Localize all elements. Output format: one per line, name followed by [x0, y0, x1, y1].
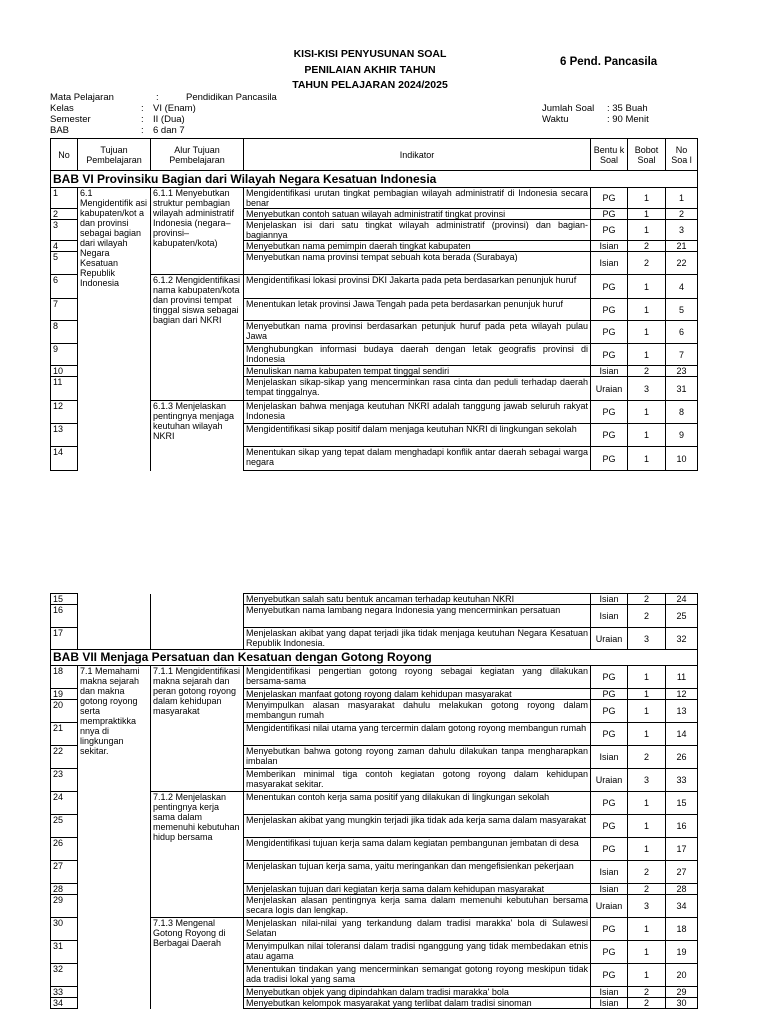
table-header-row — [51, 139, 698, 171]
row-nomor-soal: 33 — [666, 769, 698, 792]
bab-heading-row — [51, 171, 698, 188]
subject-tag: 6 Pend. Pancasila — [560, 56, 658, 68]
row-bentuk-soal: Isian — [591, 594, 628, 605]
kisi-kisi-table-part-1 — [50, 138, 698, 471]
meta-mapel-value: Pendidikan Pancasila — [186, 92, 277, 103]
row-nomor-soal: 12 — [666, 689, 698, 700]
row-bobot-soal: 2 — [628, 605, 666, 628]
meta-bab-sep: : — [141, 125, 144, 136]
row-bentuk-soal: Isian — [591, 252, 628, 275]
row-nomor-soal: 34 — [666, 895, 698, 918]
meta-waktu-label: Waktu — [542, 114, 569, 125]
row-bobot-soal: 1 — [628, 838, 666, 861]
row-number: 29 — [51, 895, 78, 918]
alur-tujuan-6-1-3: 6.1.3 Menjelaskan pentingnya menjaga keutuhan wilayah NKRI — [151, 401, 244, 471]
row-bentuk-soal: Isian — [591, 998, 628, 1009]
row-bobot-soal: 1 — [628, 188, 666, 209]
row-number: 33 — [51, 987, 78, 998]
meta-mapel-label: Mata Pelajaran — [50, 92, 114, 103]
row-bobot-soal: 3 — [628, 628, 666, 650]
meta-semester-value: II (Dua) — [153, 114, 185, 125]
row-indikator: Menghubungkan informasi budaya daerah dengan letak geografis provinsi di Indonesia — [244, 344, 591, 366]
col-header-nosoal: No Soa l — [666, 139, 698, 171]
row-bobot-soal: 1 — [628, 321, 666, 344]
row-indikator: Menjelaskan tujuan dari kegiatan kerja sama dalam kehidupan masyarakat — [244, 884, 591, 895]
row-nomor-soal: 13 — [666, 700, 698, 723]
row-bentuk-soal: PG — [591, 838, 628, 861]
row-nomor-soal: 14 — [666, 723, 698, 746]
row-bobot-soal: 1 — [628, 689, 666, 700]
row-bentuk-soal: Isian — [591, 987, 628, 998]
row-bobot-soal: 1 — [628, 401, 666, 424]
row-bentuk-soal: Uraian — [591, 769, 628, 792]
row-bentuk-soal: Isian — [591, 366, 628, 377]
row-bentuk-soal: Uraian — [591, 377, 628, 401]
row-bentuk-soal: PG — [591, 321, 628, 344]
row-number: 24 — [51, 792, 78, 815]
row-number: 11 — [51, 377, 78, 401]
row-bobot-soal: 1 — [628, 299, 666, 321]
row-indikator: Menyebutkan bahwa gotong royong zaman dahulu dilakukan tanpa mengharapkan imbalan — [244, 746, 591, 769]
row-nomor-soal: 21 — [666, 241, 698, 252]
row-indikator: Mengidentifikasi urutan tingkat pembagian wilayah administratif di Indonesia secara benar — [244, 188, 591, 209]
row-indikator: Mengidentifikasi lokasi provinsi DKI Jakarta pada peta berdasarkan penunjuk huruf — [244, 275, 591, 299]
row-bobot-soal: 1 — [628, 700, 666, 723]
row-indikator: Menyimpulkan nilai toleransi dalam tradisi nganggung yang tidak membedakan etnis atau agama — [244, 941, 591, 964]
table-row — [51, 666, 698, 689]
row-bentuk-soal: Isian — [591, 241, 628, 252]
meta-jumlah-label: Jumlah Soal — [542, 103, 595, 114]
row-bobot-soal: 2 — [628, 366, 666, 377]
row-bobot-soal: 1 — [628, 275, 666, 299]
bab-6-title: BAB VI Provinsiku Bagian dari Wilayah Negara Kesatuan Indonesia — [51, 171, 698, 188]
row-number: 27 — [51, 861, 78, 884]
row-number: 15 — [51, 594, 78, 605]
row-indikator: Menentukan letak provinsi Jawa Tengah pada peta berdasarkan penunjuk huruf — [244, 299, 591, 321]
alur-tujuan-7-1-3: 7.1.3 Mengenal Gotong Royong di Berbagai Daerah — [151, 918, 244, 1009]
row-nomor-soal: 27 — [666, 861, 698, 884]
bab-7-title: BAB VII Menjaga Persatuan dan Kesatuan dengan Gotong Royong — [51, 650, 698, 666]
row-bentuk-soal: PG — [591, 666, 628, 689]
row-bentuk-soal: PG — [591, 275, 628, 299]
row-bobot-soal: 1 — [628, 941, 666, 964]
row-indikator: Menyebutkan salah satu bentuk ancaman terhadap keutuhan NKRI — [244, 594, 591, 605]
row-bentuk-soal: Uraian — [591, 628, 628, 650]
row-nomor-soal: 15 — [666, 792, 698, 815]
table-row — [51, 594, 698, 605]
row-bobot-soal: 2 — [628, 746, 666, 769]
row-bobot-soal: 2 — [628, 252, 666, 275]
row-bentuk-soal: PG — [591, 188, 628, 209]
meta-bab-label: BAB — [50, 125, 70, 136]
row-indikator: Mengidentifikasi sikap positif dalam menjaga keutuhan NKRI di lingkungan sekolah — [244, 424, 591, 447]
row-number: 21 — [51, 723, 78, 746]
row-indikator: Mengidentifikasi nilai utama yang tercermin dalam gotong royong membangun rumah — [244, 723, 591, 746]
row-number: 30 — [51, 918, 78, 941]
row-bentuk-soal: PG — [591, 689, 628, 700]
row-indikator: Menyebutkan objek yang dipindahkan dalam tradisi marakka' bola — [244, 987, 591, 998]
row-number: 20 — [51, 700, 78, 723]
col-header-tujuan: Tujuan Pembelajaran — [78, 139, 151, 171]
row-nomor-soal: 30 — [666, 998, 698, 1009]
row-nomor-soal: 18 — [666, 918, 698, 941]
row-number: 26 — [51, 838, 78, 861]
row-number: 4 — [51, 241, 78, 252]
row-bobot-soal: 2 — [628, 884, 666, 895]
row-number: 2 — [51, 209, 78, 220]
row-nomor-soal: 28 — [666, 884, 698, 895]
row-indikator: Menjelaskan isi dari satu tingkat wilayah administratif (provinsi) dan bagian-bagiannya — [244, 220, 591, 241]
row-number: 13 — [51, 424, 78, 447]
row-number: 23 — [51, 769, 78, 792]
row-bobot-soal: 1 — [628, 723, 666, 746]
row-bobot-soal: 2 — [628, 594, 666, 605]
row-indikator: Menyebutkan nama lambang negara Indonesia yang mencerminkan persatuan — [244, 605, 591, 628]
meta-waktu-value: : 90 Menit — [607, 114, 649, 125]
row-number: 16 — [51, 605, 78, 628]
meta-kelas-label: Kelas — [50, 103, 74, 114]
row-nomor-soal: 4 — [666, 275, 698, 299]
row-indikator: Memberikan minimal tiga contoh kegiatan gotong royong dalam kehidupan masyarakat sekitar. — [244, 769, 591, 792]
row-number: 12 — [51, 401, 78, 424]
col-header-no: No — [51, 139, 78, 171]
title-line-2: PENILAIAN AKHIR TAHUN — [304, 64, 436, 76]
row-indikator: Menjelaskan alasan pentingnya kerja sama dalam memenuhi kebutuhan bersama secara logis dan lengkap. — [244, 895, 591, 918]
row-nomor-soal: 26 — [666, 746, 698, 769]
row-bobot-soal: 2 — [628, 987, 666, 998]
col-header-bobot: Bobot Soal — [628, 139, 666, 171]
row-bobot-soal: 1 — [628, 447, 666, 471]
title-line-1: KISI-KISI PENYUSUNAN SOAL — [293, 48, 447, 60]
row-number: 9 — [51, 344, 78, 366]
alur-tujuan-6-1-1: 6.1.1 Menyebutkan struktur pembagian wilayah administratif Indonesia (negara–provinsi–kabupaten/kota) — [151, 188, 244, 275]
row-bentuk-soal: PG — [591, 401, 628, 424]
row-indikator: Menentukan tindakan yang mencerminkan semangat gotong royong meskipun tidak ada tradisi lokal yang sama — [244, 964, 591, 987]
col-header-alur: Alur Tujuan Pembelajaran — [151, 139, 244, 171]
row-indikator: Menyimpulkan alasan masyarakat dahulu melakukan gotong royong dalam membangun rumah — [244, 700, 591, 723]
row-bentuk-soal: PG — [591, 723, 628, 746]
row-bentuk-soal: PG — [591, 299, 628, 321]
row-bentuk-soal: PG — [591, 964, 628, 987]
row-nomor-soal: 17 — [666, 838, 698, 861]
row-bobot-soal: 3 — [628, 769, 666, 792]
meta-semester-sep: : — [141, 114, 144, 125]
row-bobot-soal: 1 — [628, 815, 666, 838]
row-bobot-soal: 3 — [628, 377, 666, 401]
row-number: 18 — [51, 666, 78, 689]
table-row — [51, 188, 698, 209]
row-nomor-soal: 9 — [666, 424, 698, 447]
row-indikator: Menjelaskan bahwa menjaga keutuhan NKRI adalah tanggung jawab seluruh rakyat Indonesia — [244, 401, 591, 424]
row-bentuk-soal: Isian — [591, 884, 628, 895]
row-bentuk-soal: Uraian — [591, 895, 628, 918]
row-nomor-soal: 7 — [666, 344, 698, 366]
row-nomor-soal: 29 — [666, 987, 698, 998]
row-indikator: Menentukan sikap yang tepat dalam menghadapi konflik antar daerah sebagai warga negara — [244, 447, 591, 471]
row-bobot-soal: 2 — [628, 998, 666, 1009]
row-nomor-soal: 31 — [666, 377, 698, 401]
row-number: 22 — [51, 746, 78, 769]
col-header-bentuk: Bentu k Soal — [591, 139, 628, 171]
meta-kelas-value: VI (Enam) — [153, 103, 196, 114]
row-bobot-soal: 2 — [628, 241, 666, 252]
row-nomor-soal: 16 — [666, 815, 698, 838]
meta-mapel-sep: : — [156, 92, 159, 103]
row-nomor-soal: 5 — [666, 299, 698, 321]
row-nomor-soal: 23 — [666, 366, 698, 377]
row-nomor-soal: 1 — [666, 188, 698, 209]
row-bentuk-soal: Isian — [591, 861, 628, 884]
row-indikator: Menjelaskan akibat yang mungkin terjadi jika tidak ada kerja sama dalam masyarakat — [244, 815, 591, 838]
row-bobot-soal: 1 — [628, 964, 666, 987]
row-indikator: Menyebutkan nama pemimpin daerah tingkat kabupaten — [244, 241, 591, 252]
alur-tujuan-6-1-3-cont — [151, 594, 244, 650]
row-bentuk-soal: PG — [591, 918, 628, 941]
row-bobot-soal: 1 — [628, 792, 666, 815]
tujuan-pembelajaran-6-1-cont — [78, 594, 151, 650]
row-number: 7 — [51, 299, 78, 321]
meta-jumlah-value: : 35 Buah — [607, 103, 648, 114]
row-bentuk-soal: Isian — [591, 605, 628, 628]
row-nomor-soal: 3 — [666, 220, 698, 241]
row-number: 28 — [51, 884, 78, 895]
tujuan-pembelajaran-7-1: 7.1 Memahami makna sejarah dan makna gotong royong serta mempraktikka nnya di lingkungan sekitar. — [78, 666, 151, 1009]
row-bentuk-soal: PG — [591, 447, 628, 471]
row-indikator: Menjelaskan sikap-sikap yang mencerminkan rasa cinta dan peduli terhadap daerah tempat tinggalnya. — [244, 377, 591, 401]
row-number: 31 — [51, 941, 78, 964]
row-bobot-soal: 1 — [628, 666, 666, 689]
row-number: 32 — [51, 964, 78, 987]
row-number: 17 — [51, 628, 78, 650]
row-indikator: Menentukan contoh kerja sama positif yang dilakukan di lingkungan sekolah — [244, 792, 591, 815]
row-bentuk-soal: PG — [591, 220, 628, 241]
row-bentuk-soal: Isian — [591, 746, 628, 769]
row-nomor-soal: 6 — [666, 321, 698, 344]
row-indikator: Menyebutkan kelompok masyarakat yang terlibat dalam tradisi sinoman — [244, 998, 591, 1009]
row-bentuk-soal: PG — [591, 815, 628, 838]
row-indikator: Menjelaskan nilai-nilai yang terkandung dalam tradisi marakka' bola di Sulawesi Selatan — [244, 918, 591, 941]
title-line-3: TAHUN PELAJARAN 2024/2025 — [292, 79, 448, 91]
row-bobot-soal: 1 — [628, 209, 666, 220]
row-bentuk-soal: PG — [591, 209, 628, 220]
row-nomor-soal: 8 — [666, 401, 698, 424]
kisi-kisi-table-part-2 — [50, 593, 698, 1009]
row-indikator: Menuliskan nama kabupaten tempat tinggal sendiri — [244, 366, 591, 377]
row-number: 8 — [51, 321, 78, 344]
row-indikator: Menyebutkan contoh satuan wilayah administratif tingkat provinsi — [244, 209, 591, 220]
row-nomor-soal: 20 — [666, 964, 698, 987]
row-nomor-soal: 32 — [666, 628, 698, 650]
row-bobot-soal: 1 — [628, 220, 666, 241]
alur-tujuan-6-1-2: 6.1.2 Mengidentifikasi nama kabupaten/kota dan provinsi tempat tinggal siswa sebagai bagian dari NKRI — [151, 275, 244, 401]
row-bentuk-soal: PG — [591, 344, 628, 366]
row-number: 34 — [51, 998, 78, 1009]
row-number: 10 — [51, 366, 78, 377]
row-bobot-soal: 1 — [628, 344, 666, 366]
alur-tujuan-7-1-1: 7.1.1 Mengidentifikasi makna sejarah dan peran gotong royong dalam kehidupan masyarakat — [151, 666, 244, 792]
row-nomor-soal: 25 — [666, 605, 698, 628]
row-bentuk-soal: PG — [591, 792, 628, 815]
row-indikator: Mengidentifikasi pengertian gotong royong sebagai kegiatan yang dilakukan bersama-sama — [244, 666, 591, 689]
row-number: 5 — [51, 252, 78, 275]
row-bentuk-soal: PG — [591, 424, 628, 447]
row-indikator: Mengidentifikasi tujuan kerja sama dalam kegiatan pembangunan jembatan di desa — [244, 838, 591, 861]
meta-kelas-sep: : — [141, 103, 144, 114]
row-nomor-soal: 19 — [666, 941, 698, 964]
row-number: 3 — [51, 220, 78, 241]
row-number: 1 — [51, 188, 78, 209]
col-header-indikator: Indikator — [244, 139, 591, 171]
row-nomor-soal: 22 — [666, 252, 698, 275]
tujuan-pembelajaran-6-1: 6.1 Mengidentifik asi kabupaten/kot a dan provinsi sebagai bagian dari wilayah Negara Kesatuan Republik Indonesia — [78, 188, 151, 471]
row-number: 14 — [51, 447, 78, 471]
row-nomor-soal: 24 — [666, 594, 698, 605]
meta-semester-label: Semester — [50, 114, 91, 125]
row-number: 19 — [51, 689, 78, 700]
alur-tujuan-7-1-2: 7.1.2 Menjelaskan pentingnya kerja sama dalam memenuhi kebutuhan hidup bersama — [151, 792, 244, 918]
meta-bab-value: 6 dan 7 — [153, 125, 185, 136]
row-indikator: Menjelaskan akibat yang dapat terjadi jika tidak menjaga keutuhan Negara Kesatuan Republik Indonesia. — [244, 628, 591, 650]
bab-heading-row — [51, 650, 698, 666]
row-indikator: Menyebutkan nama provinsi berdasarkan petunjuk huruf pada peta wilayah pulau Jawa — [244, 321, 591, 344]
row-indikator: Menjelaskan tujuan kerja sama, yaitu meringankan dan mengefisienkan pekerjaan — [244, 861, 591, 884]
row-nomor-soal: 10 — [666, 447, 698, 471]
row-bentuk-soal: PG — [591, 941, 628, 964]
row-bobot-soal: 2 — [628, 861, 666, 884]
row-bentuk-soal: PG — [591, 700, 628, 723]
row-bobot-soal: 1 — [628, 918, 666, 941]
row-nomor-soal: 11 — [666, 666, 698, 689]
row-indikator: Menyebutkan nama provinsi tempat sebuah kota berada (Surabaya) — [244, 252, 591, 275]
row-indikator: Menjelaskan manfaat gotong royong dalam kehidupan masyarakat — [244, 689, 591, 700]
row-nomor-soal: 2 — [666, 209, 698, 220]
row-number: 6 — [51, 275, 78, 299]
row-bobot-soal: 3 — [628, 895, 666, 918]
row-number: 25 — [51, 815, 78, 838]
row-bobot-soal: 1 — [628, 424, 666, 447]
